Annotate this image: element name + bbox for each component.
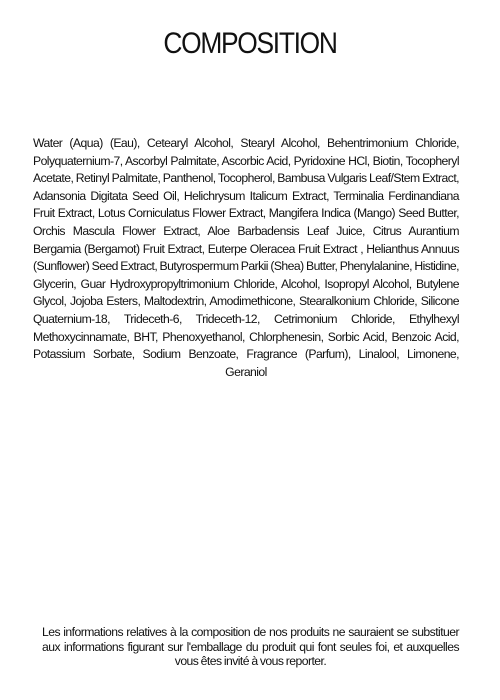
page-title: COMPOSITION xyxy=(163,27,337,60)
disclaimer-text: Les informations relatives à la composition de nos produits ne sauraient se substituer aux informations figurant sur l'emballage du produit qui font seules foi, et auxquelles vous êtes invité à vous reporter. xyxy=(42,625,459,668)
ingredients-list: Water (Aqua) (Eau), Cetearyl Alcohol, Stearyl Alcohol, Behentrimonium Chloride, Polyquaternium-7, Ascorbyl Palmitate, Ascorbic Acid, Pyridoxine HCl, Biotin, Tocopheryl Acetate, Retinyl Palmitate, Panthenol, Tocopherol, Bambusa Vulgaris Leaf/Stem Extract, Adansonia Digitata Seed Oil, Helichrysum Italicum Extract, Terminalia Ferdinandiana Fruit Extract, Lotus Corniculatus Flower Extract, Mangifera Indica (Mango) Seed Butter, Orchis Mascula Flower Extract, Aloe Barbadensis Leaf Juice, Citrus Aurantium Bergamia (Bergamot) Fruit Extract, Euterpe Oleracea Fruit Extract , Helianthus Annuus (Sunflower) Seed Extract, Butyrospermum Parkii (Shea) Butter, Phenylalanine, Histidine, Glycerin, Guar Hydroxypropyltrimonium Chloride, Alcohol, Isopropyl Alcohol, Butylene Glycol, Jojoba Esters, Maltodextrin, Amodimethicone, Stearalkonium Chloride, Silicone Quaternium-18, Trideceth-6, Trideceth-12, Cetrimonium Chloride, Ethylhexyl Methoxycinnamate, BHT, Phenoxyethanol, Chlorphenesin, Sorbic Acid, Benzoic Acid, Potassium Sorbate, Sodium Benzoate, Fragrance (Parfum), Linalool, Limonene, Geraniol xyxy=(33,136,459,379)
